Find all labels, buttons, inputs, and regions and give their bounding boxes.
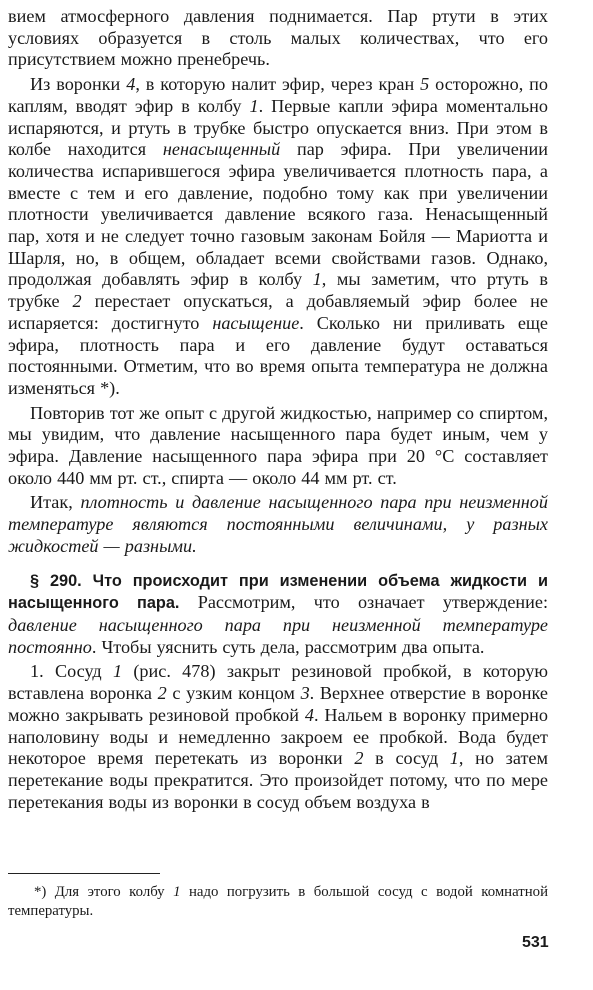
- footnote-divider: [8, 873, 160, 874]
- paragraph-vessel-experiment: 1. Сосуд 1 (рис. 478) закрыт резиновой пробкой, в которую вставлена воронка 2 с узким концом 3. Верхнее отверстие в воронке можно закрывать резиновой пробкой 4. Нальем в воронку примерно наполовину воды и немедленно закроем ее пробкой. Вода будет некоторое время перетекать из воронки 2 в сосуд 1, но затем перетекание воды прекратится. Это произойдет потому, что по мере перетекания воды из воронки в сосуд объем воздуха в: [8, 661, 548, 812]
- section-290: § 290. Что происходит при изменении объема жидкости и насыщенного пара. Рассмотрим, что означает утверждение: давление насыщенного пара при неизменной температуре постоянно. Чтобы уяснить суть дела, рассмотрим два опыта.: [8, 571, 549, 657]
- page-number: 531: [522, 934, 549, 951]
- footnote: *) Для этого колбу 1 надо погрузить в большой сосуд с водой комнатной температуры.: [8, 884, 548, 919]
- paragraph-continuation: вием атмосферного давления поднимается. Пар ртути в этих условиях образуется в столь малых количествах, что его присутствием можно пренебречь.: [8, 6, 548, 70]
- paragraph-alcohol-experiment: Повторив тот же опыт с другой жидкостью, например со спиртом, мы увидим, что давление насыщенного пара будет иным, чем у эфира. Давление насыщенного пара эфира при 20 °С составляет около 440 мм рт. ст., спирта — около 44 мм рт. ст.: [8, 402, 548, 488]
- paragraph-ether-experiment: Из воронки 4, в которую налит эфир, через кран 5 осторожно, по каплям, вводят эфир в колбу 1. Первые капли эфира моментально испаряются, и ртуть в трубке быстро опускается вниз. При этом в колбе находится ненасыщенный пар эфира. При увеличении количества испарившегося эфира увеличивается плотность пара, а вместе с тем и его давление, подобно тому как при увеличении плотности увеличивается давление всякого газа. Ненасыщенный пар, хотя и не следует точно газовым законам Бойля — Мариотта и Шарля, но, в общем, обладает всеми свойствами газов. Однако, продолжая добавлять эфир в колбу 1, мы заметим, что ртуть в трубке 2 перестает опускаться, а добавляемый эфир более не испаряется: достигнуто насыщение. Сколько ни приливать еще эфира, плотность пара и его давление будут оставаться постоянными. Отметим, что во время опыта температура не должна изменяться *).: [8, 74, 548, 398]
- section-title: § 290. Что происходит при изменении объема жидкости и насыщенного пара.: [8, 571, 548, 613]
- text-column: [8, 6, 548, 813]
- paragraph-conclusion: Итак, плотность и давление насыщенного пара при неизменной температуре являются постоянными величинами, у разных жидкостей — разными.: [8, 492, 548, 556]
